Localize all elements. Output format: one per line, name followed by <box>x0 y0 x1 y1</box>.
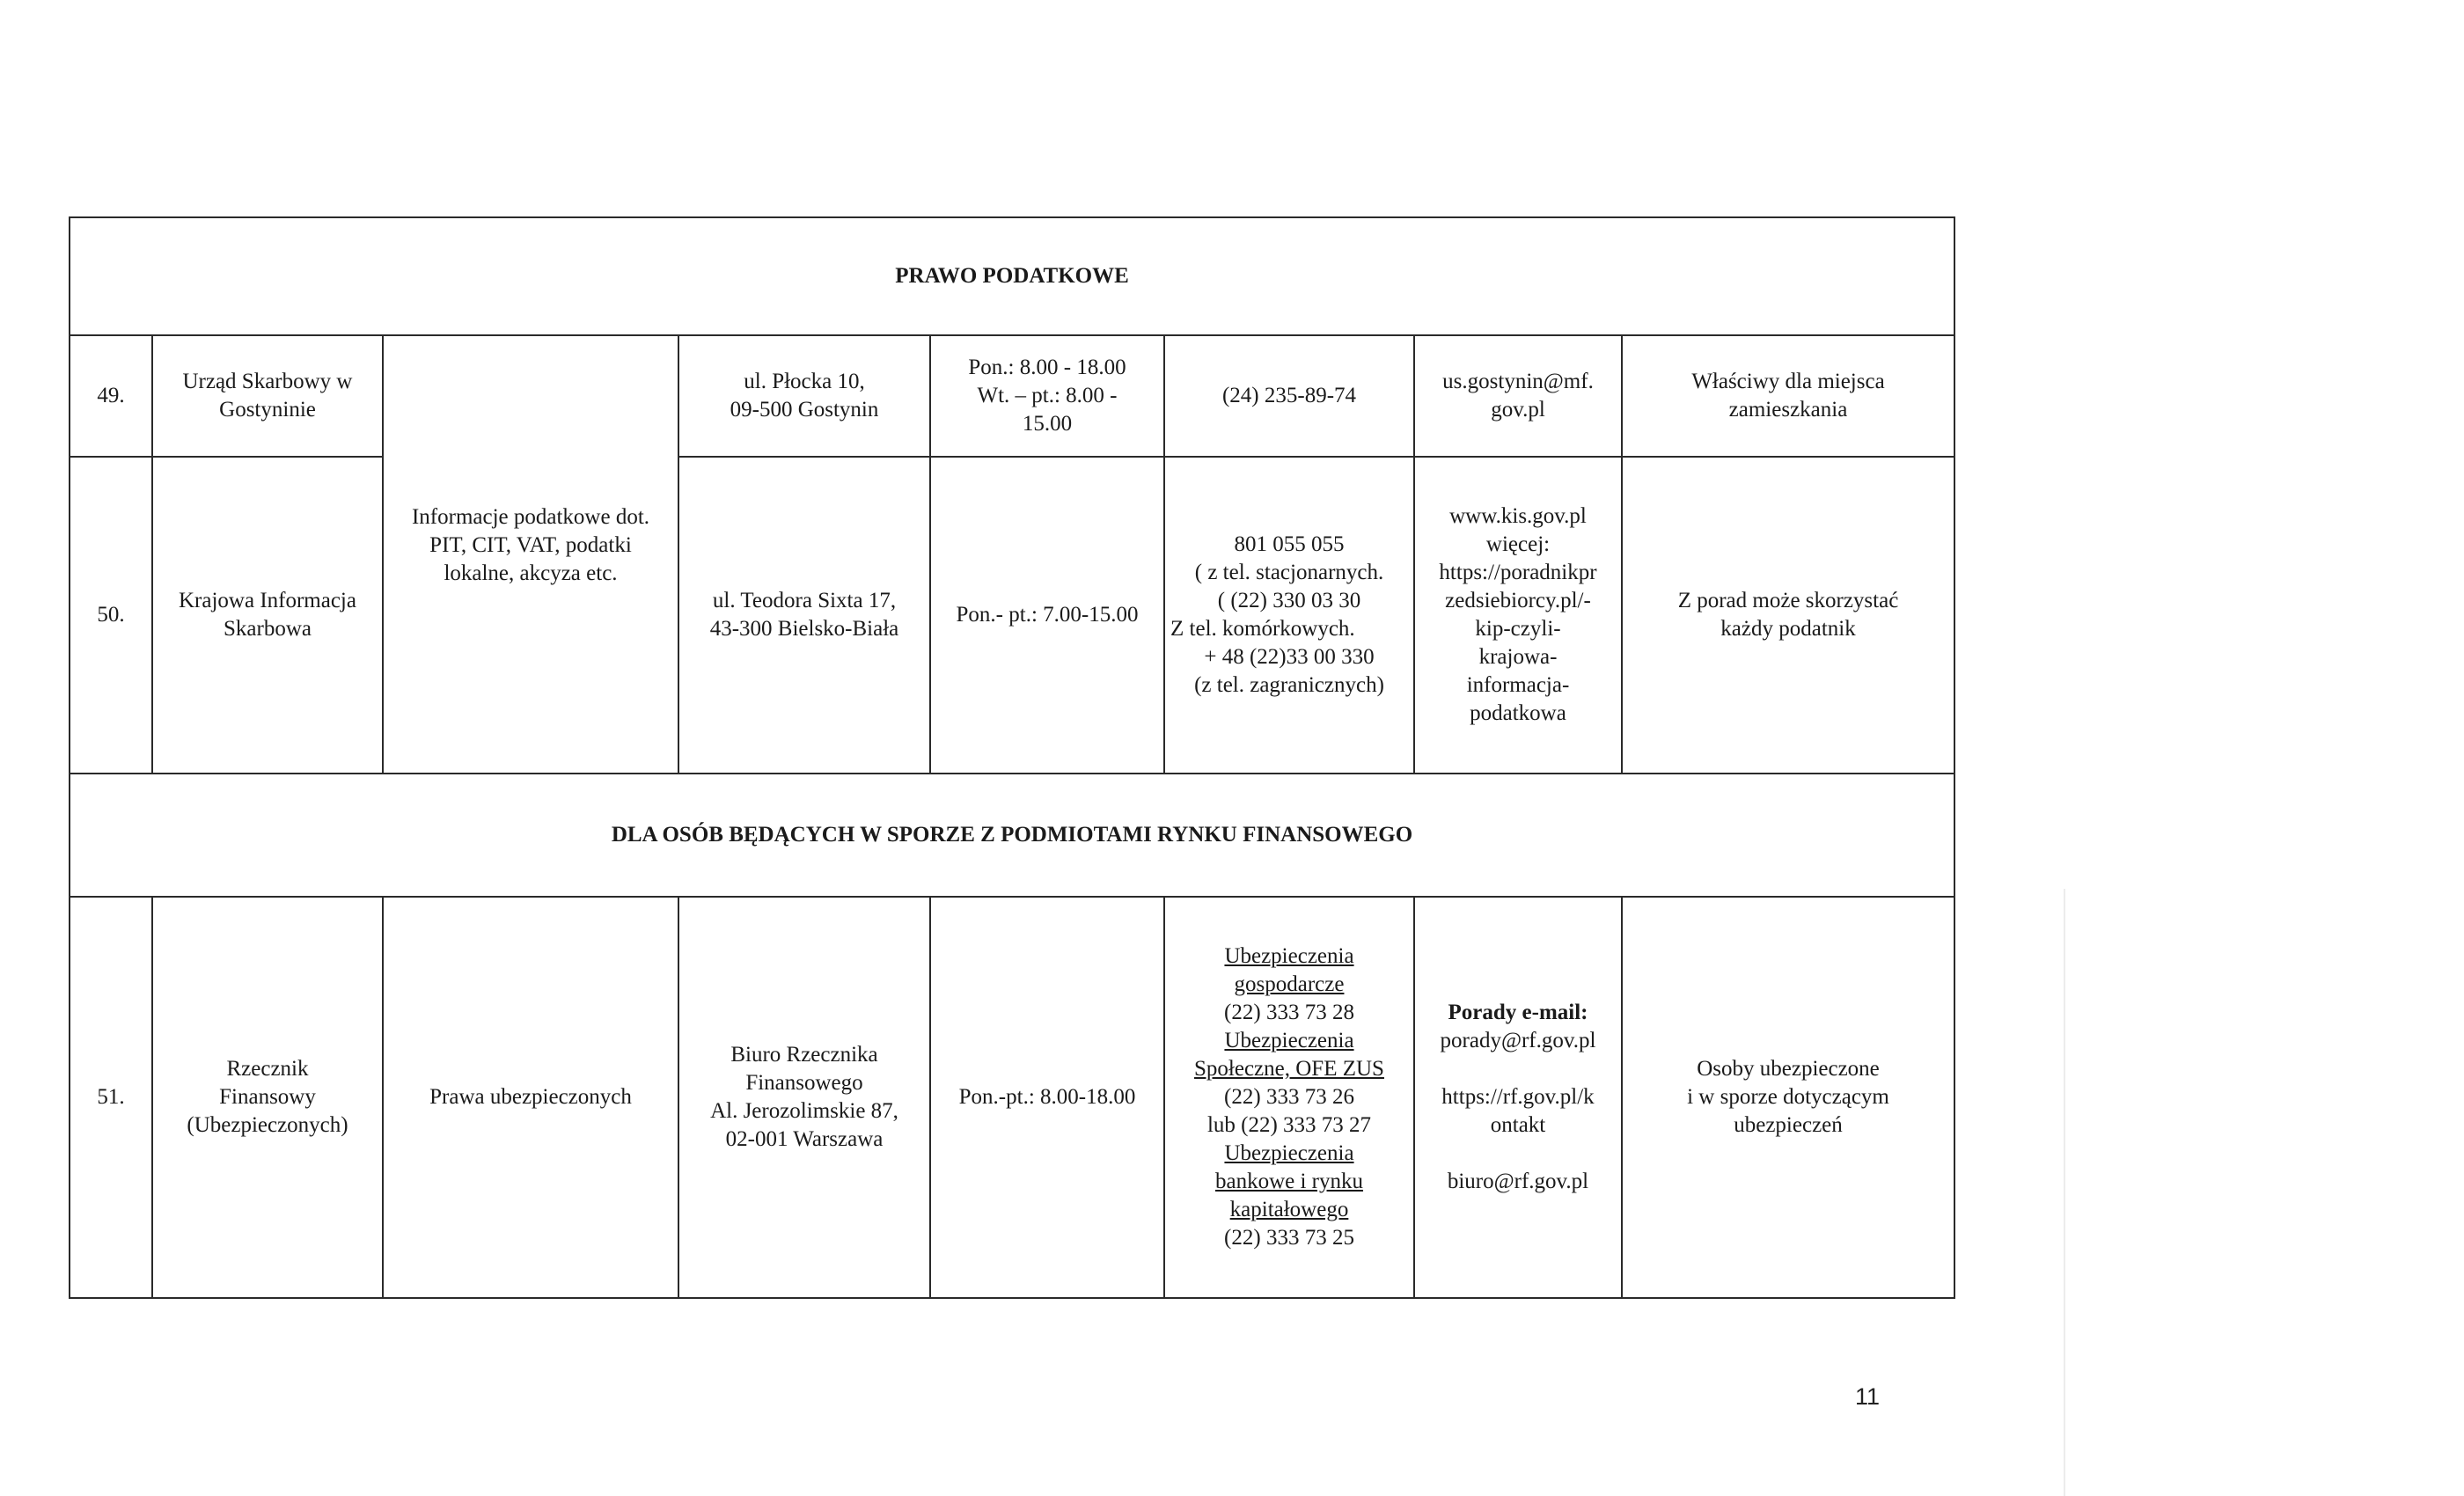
section-title-financial-disputes: DLA OSÓB BĘDĄCYCH W SPORZE Z PODMIOTAMI RYNKU FINANSOWEGO <box>70 774 1954 897</box>
category-heading: kapitałowego <box>1229 1198 1349 1221</box>
eligibility-cell: Osoby ubezpieczone i w sporze dotyczącym ubezpieczeń <box>1622 897 1954 1298</box>
table-row <box>70 335 1954 457</box>
row-number: 50. <box>70 457 152 774</box>
services-table <box>69 216 1955 1299</box>
contact-cell: Porady e-mail: porady@rf.gov.pl https://rf.gov.pl/k ontakt biuro@rf.gov.pl <box>1414 897 1622 1298</box>
hours-cell: Pon.: 8.00 - 18.00 Wt. – pt.: 8.00 - 15.00 <box>930 335 1164 457</box>
table-row <box>70 897 1954 1298</box>
row-number: 49. <box>70 335 152 457</box>
section-header-row <box>70 774 1954 897</box>
eligibility-cell: Właściwy dla miejsca zamieszkania <box>1622 335 1954 457</box>
table-row <box>70 457 1954 774</box>
contact-cell: www.kis.gov.pl więcej: https://poradnikpr zedsiebiorcy.pl/- kip-czyli- krajowa- informacja- podatkowa <box>1414 457 1622 774</box>
address-cell: ul. Płocka 10, 09-500 Gostynin <box>678 335 930 457</box>
category-heading: Ubezpieczenia <box>1224 1141 1354 1165</box>
row-number: 51. <box>70 897 152 1298</box>
institution-name: Rzecznik Finansowy (Ubezpieczonych) <box>152 897 383 1298</box>
section-title-tax-law: PRAWO PODATKOWE <box>70 217 1954 335</box>
address-cell: ul. Teodora Sixta 17, 43-300 Bielsko-Biała <box>678 457 930 774</box>
category-heading: gospodarcze <box>1234 972 1345 996</box>
category-heading: Ubezpieczenia <box>1224 944 1354 968</box>
scan-edge-line <box>2064 889 2065 1496</box>
phone-cell: Ubezpieczenia gospodarcze (22) 333 73 28 Ubezpieczenia Społeczne, OFE ZUS (22) 333 73 26 lub (22) 333 73 27 Ubezpieczenia bankowe i rynku kapitałowego (22) 333 73 25 <box>1164 897 1414 1298</box>
category-heading: bankowe i rynku <box>1214 1170 1364 1193</box>
category-heading: Ubezpieczenia <box>1224 1029 1354 1052</box>
hours-cell: Pon.-pt.: 8.00-18.00 <box>930 897 1164 1298</box>
phone-cell: (24) 235-89-74 <box>1164 335 1414 457</box>
email-label: Porady e-mail: <box>1448 1001 1588 1024</box>
scope-cell: Informacje podatkowe dot. PIT, CIT, VAT, podatki lokalne, akcyza etc. <box>383 335 678 774</box>
category-heading: Społeczne, OFE ZUS <box>1194 1057 1384 1081</box>
institution-name: Krajowa Informacja Skarbowa <box>152 457 383 774</box>
page-number: 11 <box>1855 1383 1881 1410</box>
hours-cell: Pon.- pt.: 7.00-15.00 <box>930 457 1164 774</box>
contact-cell: us.gostynin@mf. gov.pl <box>1414 335 1622 457</box>
eligibility-cell: Z porad może skorzystać każdy podatnik <box>1622 457 1954 774</box>
section-header-row <box>70 217 1954 335</box>
address-cell: Biuro Rzecznika Finansowego Al. Jerozolimskie 87, 02-001 Warszawa <box>678 897 930 1298</box>
phone-cell: 801 055 055 ( z tel. stacjonarnych. ( (22) 330 03 30 Z tel. komórkowych. + 48 (22)33 00 330 (z tel. zagranicznych) <box>1164 457 1414 774</box>
institution-name: Urząd Skarbowy w Gostyninie <box>152 335 383 457</box>
scope-cell: Prawa ubezpieczonych <box>383 897 678 1298</box>
